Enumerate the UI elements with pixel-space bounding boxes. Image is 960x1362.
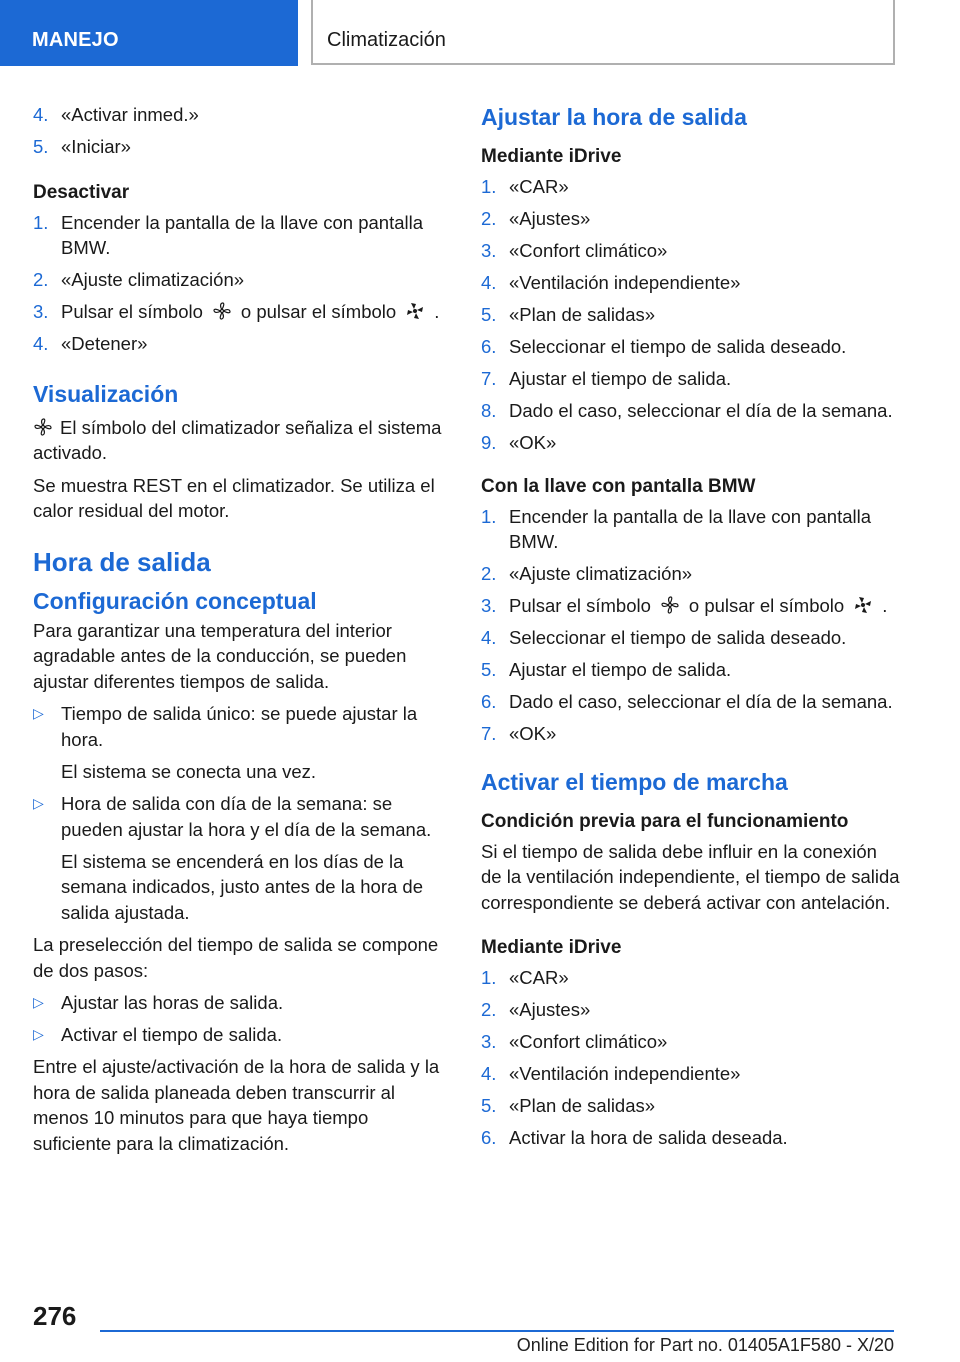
bullet-text: Ajustar las horas de salida.: [61, 992, 284, 1013]
ventilation-fan-icon: [33, 417, 53, 437]
list-item: [481, 689, 901, 715]
list-item: [481, 206, 901, 232]
list-item: [481, 174, 901, 200]
step-number: 1.: [33, 211, 49, 233]
chapter-tab: [311, 0, 895, 65]
list-item: [481, 1029, 901, 1055]
list-item: [481, 504, 901, 555]
step-number: 2.: [481, 563, 497, 584]
step-number: 4.: [481, 627, 497, 648]
auxiliary-heater-icon: [853, 595, 873, 615]
idrive-heading: Mediante iDrive: [481, 146, 622, 167]
section-title: MANEJO: [32, 29, 119, 51]
list-item: [481, 965, 901, 991]
step-number: 1.: [481, 967, 497, 988]
ventilation-fan-icon: [660, 595, 680, 615]
condition-paragraph: Si el tiempo de salida debe influir en la conexión de la ventilación independiente, el tiempo de salida correspondiente se deberá activar con antelación.: [481, 840, 900, 913]
step-text: «Confort climático»: [509, 1031, 668, 1052]
list-item: [481, 430, 901, 456]
step-number: 7.: [481, 368, 497, 389]
footer-rule: [100, 1330, 894, 1332]
step-text: «Ajuste climatización»: [61, 269, 245, 290]
step-text: Dado el caso, seleccionar el día de la semana.: [509, 691, 893, 712]
list-item: [481, 398, 901, 424]
list-item: [481, 270, 901, 296]
step-text: «Confort climático»: [509, 240, 668, 261]
set-time-heading: Ajustar la hora de salida: [481, 104, 747, 130]
step-number: 3.: [481, 595, 497, 616]
list-item: [33, 134, 448, 160]
list-item: [481, 625, 901, 651]
step-text: «Iniciar»: [61, 136, 131, 157]
step-number: 4.: [33, 333, 49, 354]
step-text: Seleccionar el tiempo de salida deseado.: [509, 336, 847, 357]
step-number: 4.: [481, 1063, 497, 1084]
step-text: «Plan de salidas»: [509, 1095, 656, 1116]
step-number: 1.: [481, 505, 497, 527]
step-number: 5.: [33, 136, 49, 157]
step-number: 3.: [33, 301, 49, 322]
triangle-bullet: ▷: [33, 994, 44, 1010]
step-text: o pulsar el símbolo: [688, 595, 845, 616]
step-text: «CAR»: [509, 967, 569, 988]
bullet-text: Tiempo de salida único: se puede ajustar la hora.: [61, 703, 418, 750]
chapter-title: Climatización: [327, 29, 446, 51]
step-text: Activar la hora de salida deseada.: [509, 1127, 788, 1148]
list-item: [481, 238, 901, 264]
condition-heading: Condición previa para el funcionamiento: [481, 810, 849, 832]
step-number: 6.: [481, 1127, 497, 1148]
step-text: «Plan de salidas»: [509, 304, 656, 325]
activate-heading: Activar el tiempo de marcha: [481, 768, 788, 795]
footer-edition: Online Edition for Part no. 01405A1F580 - X/20: [516, 1335, 894, 1355]
list-item: [33, 210, 448, 261]
bullet-item: [33, 701, 448, 752]
step-text: Pulsar el símbolo: [61, 301, 203, 322]
step-number: 6.: [481, 336, 497, 357]
step-number: 4.: [481, 272, 497, 293]
left-column: [33, 102, 448, 1163]
step-number: 7.: [481, 723, 497, 744]
page-number: 276: [33, 1301, 77, 1331]
bullet-item: [33, 791, 448, 842]
step-text: «Activar inmed.»: [61, 104, 199, 125]
bullet-item: [33, 990, 448, 1016]
list-item: [481, 721, 901, 747]
step-text: Seleccionar el tiempo de salida deseado.: [509, 627, 847, 648]
step-number: 2.: [33, 269, 49, 290]
step-text: «OK»: [509, 432, 557, 453]
step-number: 6.: [481, 691, 497, 712]
step-number: 4.: [33, 104, 49, 125]
list-item: [481, 1125, 901, 1151]
step-number: 5.: [481, 659, 497, 680]
step-text: «Detener»: [61, 333, 148, 354]
triangle-bullet: ▷: [33, 795, 44, 811]
list-item: [481, 561, 901, 587]
step-number: 1.: [481, 176, 497, 197]
list-item: [33, 331, 448, 357]
bullet-text: Activar el tiempo de salida.: [61, 1024, 283, 1045]
step-number: 8.: [481, 400, 497, 421]
concept-intro: Para garantizar una temperatura del interior agradable antes de la conducción, se pueden ajustar diferentes tiempos de salida.: [33, 619, 407, 692]
step-text: .: [434, 301, 440, 322]
list-item: [33, 299, 448, 325]
key-heading: Con la llave con pantalla BMW: [481, 475, 756, 497]
display-paragraph: [33, 415, 448, 466]
step-text: Ajustar el tiempo de salida.: [509, 659, 732, 680]
step-text: o pulsar el símbolo: [240, 301, 397, 322]
list-item: [481, 593, 901, 619]
deactivate-heading: Desactivar: [33, 181, 130, 203]
step-text: Ajustar el tiempo de salida.: [509, 368, 732, 389]
step-text: Dado el caso, seleccionar el día de la semana.: [509, 400, 893, 421]
bullet-subtext: El sistema se conecta una vez.: [61, 760, 317, 782]
closing-paragraph: Entre el ajuste/activación de la hora de salida y la hora de salida planeada deben transcurrir al menos 10 minutos para que haya tiempo suficiente para la climatización.: [33, 1056, 440, 1154]
display-text: El símbolo del climatizador señaliza el sistema activado.: [33, 416, 442, 463]
idrive-heading: Mediante iDrive: [481, 937, 622, 958]
right-column: [481, 102, 901, 1157]
ventilation-fan-icon: [212, 301, 232, 321]
step-number: 3.: [481, 1031, 497, 1052]
step-number: 3.: [481, 240, 497, 261]
list-item: [481, 366, 901, 392]
step-text: «Ventilación independiente»: [509, 1063, 741, 1084]
step-text: «CAR»: [509, 176, 569, 197]
bullet-subtext: El sistema se encenderá en los días de la semana indicados, justo antes de la hora de salida ajustada.: [61, 850, 424, 923]
step-text: «OK»: [509, 723, 557, 744]
list-item: [481, 302, 901, 328]
step-number: 5.: [481, 304, 497, 325]
steps-paragraph: La preselección del tiempo de salida se compone de dos pasos:: [33, 934, 439, 981]
list-item: [481, 334, 901, 360]
step-text: .: [882, 595, 888, 616]
triangle-bullet: ▷: [33, 1026, 44, 1042]
departure-heading: Hora de salida: [33, 546, 211, 577]
list-item: [33, 102, 448, 128]
step-text: «Ventilación independiente»: [509, 272, 741, 293]
concept-heading: Configuración conceptual: [33, 587, 317, 614]
bullet-item: [33, 1022, 448, 1048]
list-item: [481, 1061, 901, 1087]
step-text: «Ajuste climatización»: [509, 563, 693, 584]
display-paragraph-2: Se muestra REST en el climatizador. Se utiliza el calor residual del motor.: [33, 474, 435, 521]
step-text: Encender la pantalla de la llave con pantalla BMW.: [509, 505, 872, 552]
step-number: 2.: [481, 999, 497, 1020]
step-number: 9.: [481, 432, 497, 453]
list-item: [33, 267, 448, 293]
step-text: «Ajustes»: [509, 999, 591, 1020]
display-heading: Visualización: [33, 380, 179, 407]
auxiliary-heater-icon: [405, 301, 425, 321]
step-text: «Ajustes»: [509, 208, 591, 229]
list-item: [481, 657, 901, 683]
bullet-text: Hora de salida con día de la semana: se pueden ajustar la hora y el día de la semana.: [61, 793, 432, 840]
step-text: Encender la pantalla de la llave con pantalla BMW.: [61, 211, 424, 258]
step-number: 5.: [481, 1095, 497, 1116]
list-item: [481, 1093, 901, 1119]
triangle-bullet: ▷: [33, 705, 44, 721]
list-item: [481, 997, 901, 1023]
step-number: 2.: [481, 208, 497, 229]
step-text: Pulsar el símbolo: [509, 595, 651, 616]
section-tab: [0, 0, 298, 66]
